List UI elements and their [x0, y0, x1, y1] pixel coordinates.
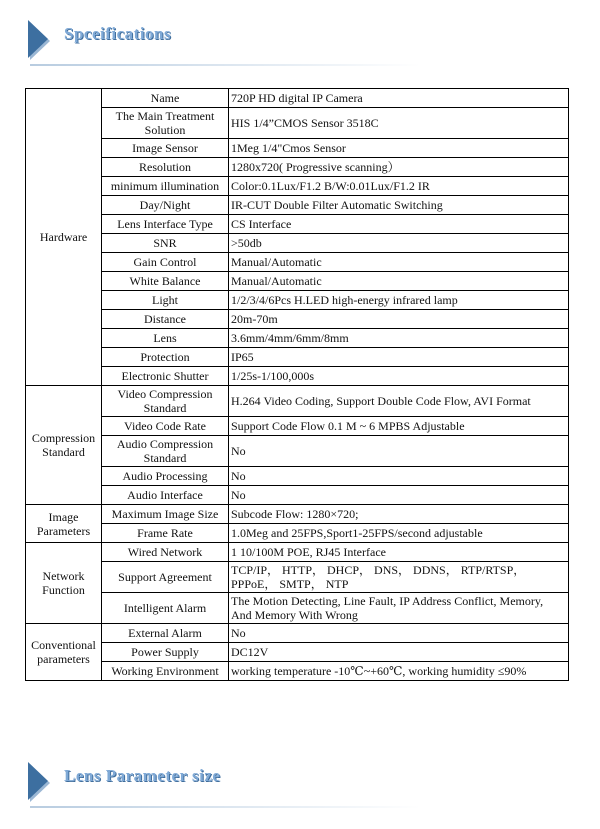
parameter-value: No: [229, 486, 569, 505]
category-cell: Compression Standard: [26, 386, 102, 505]
spec-row: [26, 89, 569, 108]
parameter-name: Day/Night: [102, 196, 229, 215]
category-cell: Conventional parameters: [26, 624, 102, 681]
spec-row: [26, 177, 569, 196]
parameter-value: HIS 1/4”CMOS Sensor 3518C: [229, 108, 569, 139]
spec-table: [25, 88, 569, 681]
parameter-value: No: [229, 467, 569, 486]
arrow-right-icon: [28, 20, 48, 58]
spec-row: [26, 329, 569, 348]
parameter-value: 1280x720( Progressive scanning）: [229, 158, 569, 177]
parameter-name: Image Sensor: [102, 139, 229, 158]
parameter-name: Resolution: [102, 158, 229, 177]
lens-parameter-heading: [0, 760, 600, 810]
parameter-value: 20m-70m: [229, 310, 569, 329]
parameter-name: Video Code Rate: [102, 417, 229, 436]
spec-row: [26, 272, 569, 291]
parameter-value: IP65: [229, 348, 569, 367]
parameter-value: No: [229, 436, 569, 467]
parameter-value: Subcode Flow: 1280×720;: [229, 505, 569, 524]
spec-row: [26, 467, 569, 486]
parameter-value: Manual/Automatic: [229, 272, 569, 291]
parameter-name: Audio Compression Standard: [102, 436, 229, 467]
parameter-value: working temperature -10℃~+60℃, working humidity ≤90%: [229, 662, 569, 681]
parameter-name: Lens Interface Type: [102, 215, 229, 234]
parameter-value: 1/25s-1/100,000s: [229, 367, 569, 386]
parameter-value: H.264 Video Coding, Support Double Code Flow, AVI Format: [229, 386, 569, 417]
parameter-name: Working Environment: [102, 662, 229, 681]
spec-row: [26, 486, 569, 505]
parameter-value: 1/2/3/4/6Pcs H.LED high-energy infrared lamp: [229, 291, 569, 310]
parameter-name: Frame Rate: [102, 524, 229, 543]
parameter-value: The Motion Detecting, Line Fault, IP Address Conflict, Memory, And Memory With Wrong: [229, 593, 569, 624]
parameter-value: DC12V: [229, 643, 569, 662]
spec-row: [26, 417, 569, 436]
parameter-value: IR-CUT Double Filter Automatic Switching: [229, 196, 569, 215]
parameter-name: Audio Processing: [102, 467, 229, 486]
parameter-name: The Main Treatment Solution: [102, 108, 229, 139]
parameter-name: White Balance: [102, 272, 229, 291]
spec-row: [26, 215, 569, 234]
spec-row: [26, 234, 569, 253]
spec-row: [26, 158, 569, 177]
parameter-value: Support Code Flow 0.1 M ~ 6 MPBS Adjustable: [229, 417, 569, 436]
spec-row: [26, 593, 569, 624]
spec-row: [26, 543, 569, 562]
category-cell: Image Parameters: [26, 505, 102, 543]
parameter-name: Maximum Image Size: [102, 505, 229, 524]
parameter-name: Video Compression Standard: [102, 386, 229, 417]
parameter-value: CS Interface: [229, 215, 569, 234]
parameter-value: >50db: [229, 234, 569, 253]
parameter-name: Protection: [102, 348, 229, 367]
spec-row: [26, 108, 569, 139]
parameter-name: Name: [102, 89, 229, 108]
arrow-right-icon: [28, 762, 48, 800]
spec-row: [26, 505, 569, 524]
parameter-name: External Alarm: [102, 624, 229, 643]
parameter-value: 3.6mm/4mm/6mm/8mm: [229, 329, 569, 348]
parameter-value: Color:0.1Lux/F1.2 B/W:0.01Lux/F1.2 IR: [229, 177, 569, 196]
parameter-name: Power Supply: [102, 643, 229, 662]
parameter-name: SNR: [102, 234, 229, 253]
spec-row: [26, 562, 569, 593]
spec-row: [26, 436, 569, 467]
parameter-value: Manual/Automatic: [229, 253, 569, 272]
parameter-name: Support Agreement: [102, 562, 229, 593]
parameter-value: 1.0Meg and 25FPS,Sport1-25FPS/second adjustable: [229, 524, 569, 543]
parameter-value: TCP/IP， HTTP， DHCP， DNS， DDNS， RTP/RTSP， PPPoE， SMTP， NTP: [229, 562, 569, 593]
spec-row: [26, 524, 569, 543]
spec-row: [26, 310, 569, 329]
parameter-name: Gain Control: [102, 253, 229, 272]
parameter-name: Lens: [102, 329, 229, 348]
category-cell: Hardware: [26, 89, 102, 386]
spec-row: [26, 643, 569, 662]
parameter-name: Wired Network: [102, 543, 229, 562]
parameter-name: Intelligent Alarm: [102, 593, 229, 624]
parameter-name: Electronic Shutter: [102, 367, 229, 386]
heading-rule: [30, 806, 420, 808]
parameter-value: No: [229, 624, 569, 643]
category-cell: Network Function: [26, 543, 102, 624]
parameter-name: minimum illumination: [102, 177, 229, 196]
lens-parameter-title: Lens Parameter size: [64, 766, 221, 785]
parameter-name: Light: [102, 291, 229, 310]
spec-row: [26, 386, 569, 417]
parameter-name: Audio Interface: [102, 486, 229, 505]
spec-row: [26, 253, 569, 272]
specifications-heading: [0, 18, 600, 68]
spec-row: [26, 196, 569, 215]
spec-row: [26, 291, 569, 310]
spec-row: [26, 367, 569, 386]
parameter-value: 1 10/100M POE, RJ45 Interface: [229, 543, 569, 562]
parameter-value: 720P HD digital IP Camera: [229, 89, 569, 108]
spec-row: [26, 624, 569, 643]
spec-row: [26, 348, 569, 367]
heading-rule: [30, 64, 420, 66]
spec-row: [26, 139, 569, 158]
parameter-value: 1Meg 1/4"Cmos Sensor: [229, 139, 569, 158]
parameter-name: Distance: [102, 310, 229, 329]
spec-row: [26, 662, 569, 681]
specifications-title: Spceifications: [64, 24, 172, 43]
